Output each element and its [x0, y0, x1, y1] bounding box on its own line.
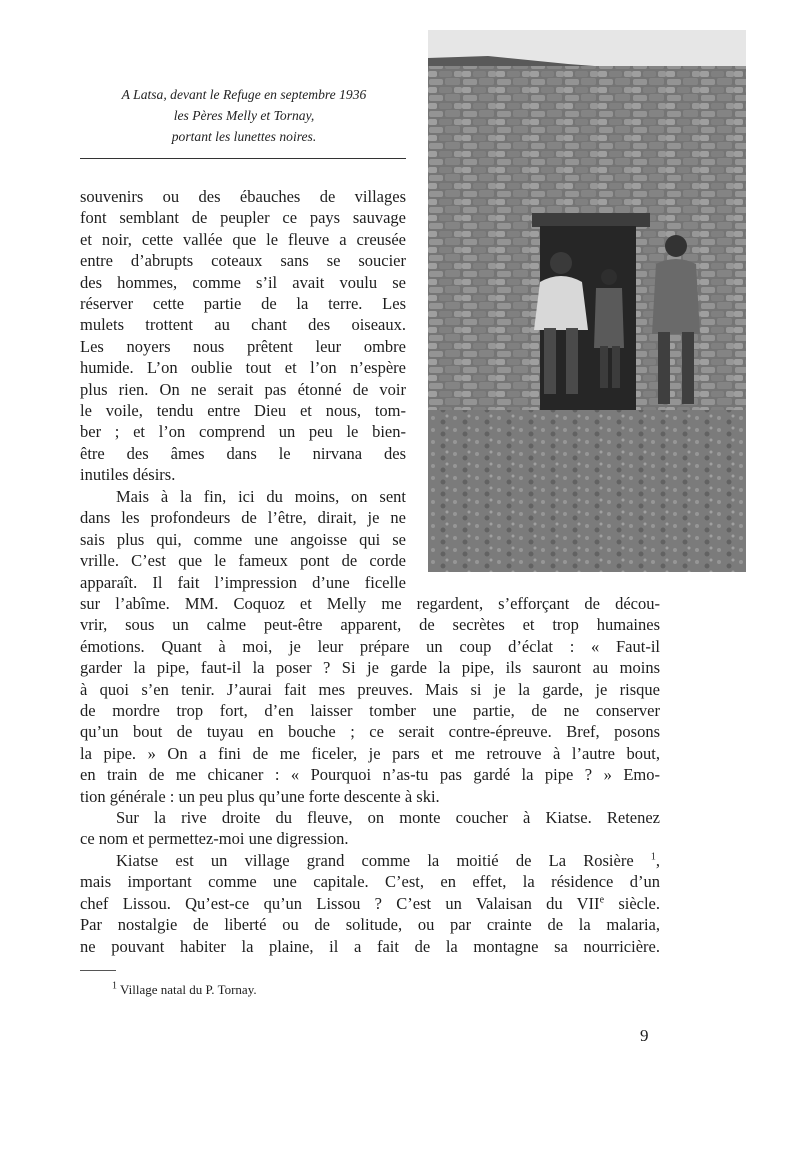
text-line: dans les profondeurs de l’être, dirait, je ne: [80, 508, 406, 528]
text-line: apparaît. Il fait l’impression d’une ficelle: [80, 572, 406, 592]
text-line: de mordre trop fort, d’en laisser tomber une partie, de ne conserver: [80, 700, 660, 720]
photograph: [428, 30, 746, 572]
footnote-marker: 1: [650, 851, 656, 863]
text-line: entre d’abrupts coteaux sans se soucier: [80, 251, 406, 271]
text-line: [80, 893, 660, 914]
text-line: plus rien. On ne serait pas étonné de voir: [80, 379, 406, 399]
text-line: Sur la rive droite du fleuve, on monte coucher à Kiatse. Retenez: [116, 808, 660, 827]
text-line: des hommes, comme s’il avait voulu se: [80, 272, 406, 292]
text-line: inutiles désirs.: [80, 465, 176, 485]
text-line: en train de me chicaner : « Pourquoi n’as-tu pas gardé la pipe ? » Emo-: [80, 765, 660, 785]
paragraph-2-wide: [80, 593, 660, 807]
text-line: vrille. C’est que le fameux pont de corde: [80, 551, 406, 571]
photo-caption: [80, 84, 408, 147]
footnote-text: Village natal du P. Tornay.: [117, 982, 257, 997]
caption-line: A Latsa, devant le Refuge en septembre 1936: [121, 87, 367, 102]
text-line: Mais à la fin, ici du moins, on sent: [116, 487, 406, 506]
photograph-svg: [428, 30, 746, 572]
text-line: souvenirs ou des ébauches de villages: [80, 187, 406, 206]
text-line: être des âmes dans le nirvana des: [80, 443, 406, 463]
photo-ground-shade: [428, 410, 746, 572]
text-line: [80, 850, 660, 871]
text-segment: siècle.: [604, 893, 661, 913]
text-line: garder la pipe, faut-il la poser ? Si je garde la pipe, ils sauront au moins: [80, 658, 660, 678]
paragraph-1: [80, 186, 406, 485]
text-line: mulets trottent au chant des oiseaux.: [80, 315, 406, 335]
text-line: ber ; et l’on comprend un peu le bien-: [80, 422, 406, 442]
text-line: sur l’abîme. MM. Coquoz et Melly me regardent, s’efforçant de décou-: [80, 594, 660, 613]
text-line: vrir, sous un calme peut-être apparent, de secrètes et trop humaines: [80, 615, 660, 635]
text-segment: ,: [655, 851, 660, 870]
text-segment: Kiatse est un village grand comme la moitié de La Rosière: [116, 851, 634, 870]
footnote-divider: [80, 970, 116, 971]
text-line: font semblant de peupler ce pays sauvage: [80, 208, 406, 228]
footnote: [112, 982, 257, 998]
caption-line: les Pères Melly et Tornay,: [173, 108, 315, 123]
text-line: Par nostalgie de liberté ou de solitude, ou par crainte de la malaria,: [80, 915, 660, 935]
text-line: réserver cette partie de la terre. Les: [80, 293, 406, 313]
text-line: ne pouvant habiter la plaine, il a fait de la montagne sa nourricière.: [80, 936, 660, 956]
text-line: mais important comme une capitale. C’est, en effet, la résidence d’un: [80, 872, 660, 892]
page-number: 9: [640, 1026, 649, 1045]
superscript: e: [599, 894, 605, 906]
text-segment: chef Lissou. Qu’est-ce qu’un Lissou ? C’est un Valaisan du VII: [80, 893, 600, 913]
text-line: à quoi s’en tenir. J’aurai fait mes preuves. Mais si je la garde, je risque: [80, 679, 660, 699]
paragraph-4: [80, 850, 660, 957]
text-line: humide. L’on oublie tout et l’on n’espère: [80, 358, 406, 378]
paragraph-2-narrow: [80, 486, 406, 593]
text-line: Les noyers nous prêtent leur ombre: [80, 336, 406, 356]
text-line: le voile, tendu entre Dieu et nous, tom-: [80, 400, 406, 420]
caption-line: portant les lunettes noires.: [171, 129, 317, 144]
text-line: qu’un bout de tuyau en bouche ; ce serait contre-épreuve. Bref, posons: [80, 722, 660, 742]
footnote-marker: 1: [112, 980, 117, 992]
text-line: la pipe. » On a fini de me ficeler, je pars et me retrouve à l’autre bout,: [80, 743, 660, 763]
paragraph-3: [80, 807, 660, 850]
text-line: et noir, cette vallée que le fleuve a creusée: [80, 229, 406, 249]
text-line: émotions. Quant à moi, je leur prépare un coup d’éclat : « Faut-il: [80, 636, 660, 656]
text-line: tion générale : un peu plus qu’une forte descente à ski.: [80, 786, 440, 806]
photo-lintel: [532, 213, 650, 227]
text-line: sais plus qui, comme une angoisse qui se: [80, 529, 406, 549]
text-line: ce nom et permettez-moi une digression.: [80, 829, 349, 849]
caption-divider: [80, 158, 406, 159]
